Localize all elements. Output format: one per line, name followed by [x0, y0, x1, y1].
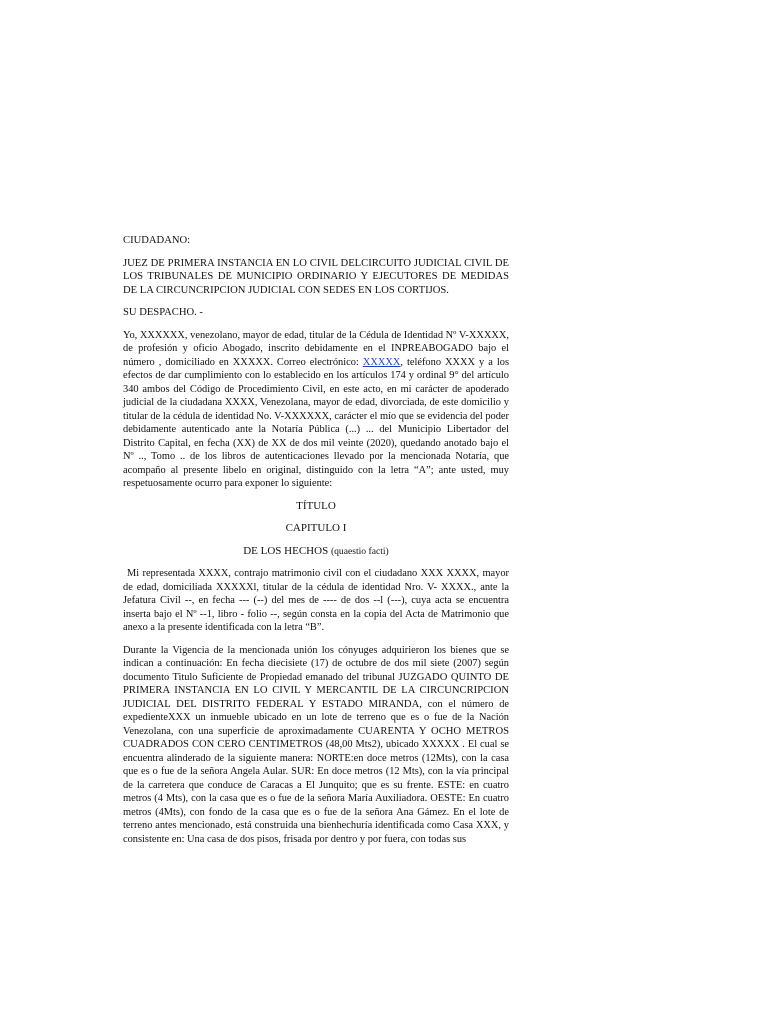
court-addressee: JUEZ DE PRIMERA INSTANCIA EN LO CIVIL DELCIRCUITO JUDICIAL CIVIL DE LOS TRIBUNALES DE MUNICIPIO ORDINARIO Y EJECUTORES DE MEDIDAS DE LA CIRCUNCRIPCION JUDICIAL CON SEDES EN LOS CORTIJOS. [123, 257, 509, 296]
office-line: SU DESPACHO. - [123, 307, 203, 318]
intro-paragraph [123, 329, 509, 491]
salutation: CIUDADANO: [123, 235, 191, 246]
document-body [123, 234, 509, 855]
chapter-heading: CAPITULO I [285, 522, 347, 534]
property-text-3: (48,00 Mts2), ubicado XXXXX . El cual se encuentra alinderado de la siguiente manera: NORTE:en doce metros (12Mts), con la casa que es o fue de la señora Angela Aular. SUR: En doce metros (12 Mts), con la vía principal de la carretera que conduce de Caracas a El Junquito; que es su frente. ESTE: en cuatro metros (4 Mts), con la casa que es o fue de la señora María Auxiliadora. OESTE: En cuatro metros (4Mts), con fondo de la casa que es o fue de la señora Ana Gámez. En el lote de terreno antes mencionado, está construida una bienhechuría identificada como Casa XXX, y consistente en: Una casa de dos pisos, frisada por dentro y por fuera, con todas sus [123, 739, 509, 845]
property-text-1: Durante la Vigencia de la mencionada unión los cónyuges adquirieron los bienes que se indican a continuación: En fecha diecisiete (17) de octubre de dos mil siete (2007) según documento Titulo Suficiente de Propiedad emanado del tribunal [123, 644, 509, 683]
intro-text-1: Yo, XXXXXX, venezolano, mayor de edad, titular de la Cédula de Identidad Nº V-XXXXX, de profesión y oficio Abogado, inscrito debidamente en el INPREABOGADO bajo el número , domiciliado en XXXXX. Correo electrónico: [123, 329, 509, 368]
facts-heading-main: DE LOS HECHOS [243, 544, 329, 557]
title-heading: TÍTULO [296, 499, 336, 512]
marriage-paragraph: Mi representada XXXX, contrajo matrimonio civil con el ciudadano XXX XXXX, mayor de edad, domiciliada XXXXXl, titular de la cédula de identidad Nro. V- XXXX., ante la Jefatura Civil --, en fecha --- (--) del mes de ---- de dos --l (---), cuya acta se encuentra inserta bajo el Nº --1, libro - folio --, según consta en la copia del Acta de Matrimonio que anexo a la presente identificada con la letra “B”. [123, 568, 509, 633]
property-text-2: , con el número de expedienteXXX un inmueble ubicado en un lote de terreno que es o fue de la Nación Venezolana, con una superficie de aproximadamente [123, 698, 510, 737]
property-paragraph [123, 644, 509, 847]
property-court-name: JUZGADO QUINTO DE PRIMERA INSTANCIA EN LO CIVIL Y MERCANTIL DE LA CIRCUNCRIPCION JUDICIAL DEL DISTRITO FEDERAL Y ESTADO MIRANDA [123, 671, 509, 710]
facts-heading [123, 545, 509, 559]
facts-heading-sub: (quaestio facti) [330, 545, 389, 557]
intro-text-2: , teléfono XXXX y a los efectos de dar cumplimiento con lo establecido en los artículos 174 y ordinal 9° del artículo 340 ambos del Código de Procedimiento Civil, en este acto, en mi carácter de apoderado judicial de la ciudadana XXXX, Venezolana, mayor de edad, divorciada, de este domicilio y titular de la cédula de identidad No. V-XXXXXX, carácter el mío que se evidencia del poder debidamente autenticado ante la Notaría Pública (...) ... del Municipio Libertador del Distrito Capital, en fecha (XX) de XX de dos mil veinte (2020), quedando anotado bajo el Nº .., Tomo .. de los libros de autenticaciones llevado por la mencionada Notaría, que acompaño al presente libelo en original, distinguido con la letra “A”; ante usted, muy respetuosamente ocurro para exponer lo siguiente: [123, 356, 509, 489]
property-area: CUARENTA Y OCHO METROS CUADRADOS CON CERO CENTIMETROS [123, 725, 509, 750]
email-link[interactable]: XXXXX [362, 356, 401, 368]
